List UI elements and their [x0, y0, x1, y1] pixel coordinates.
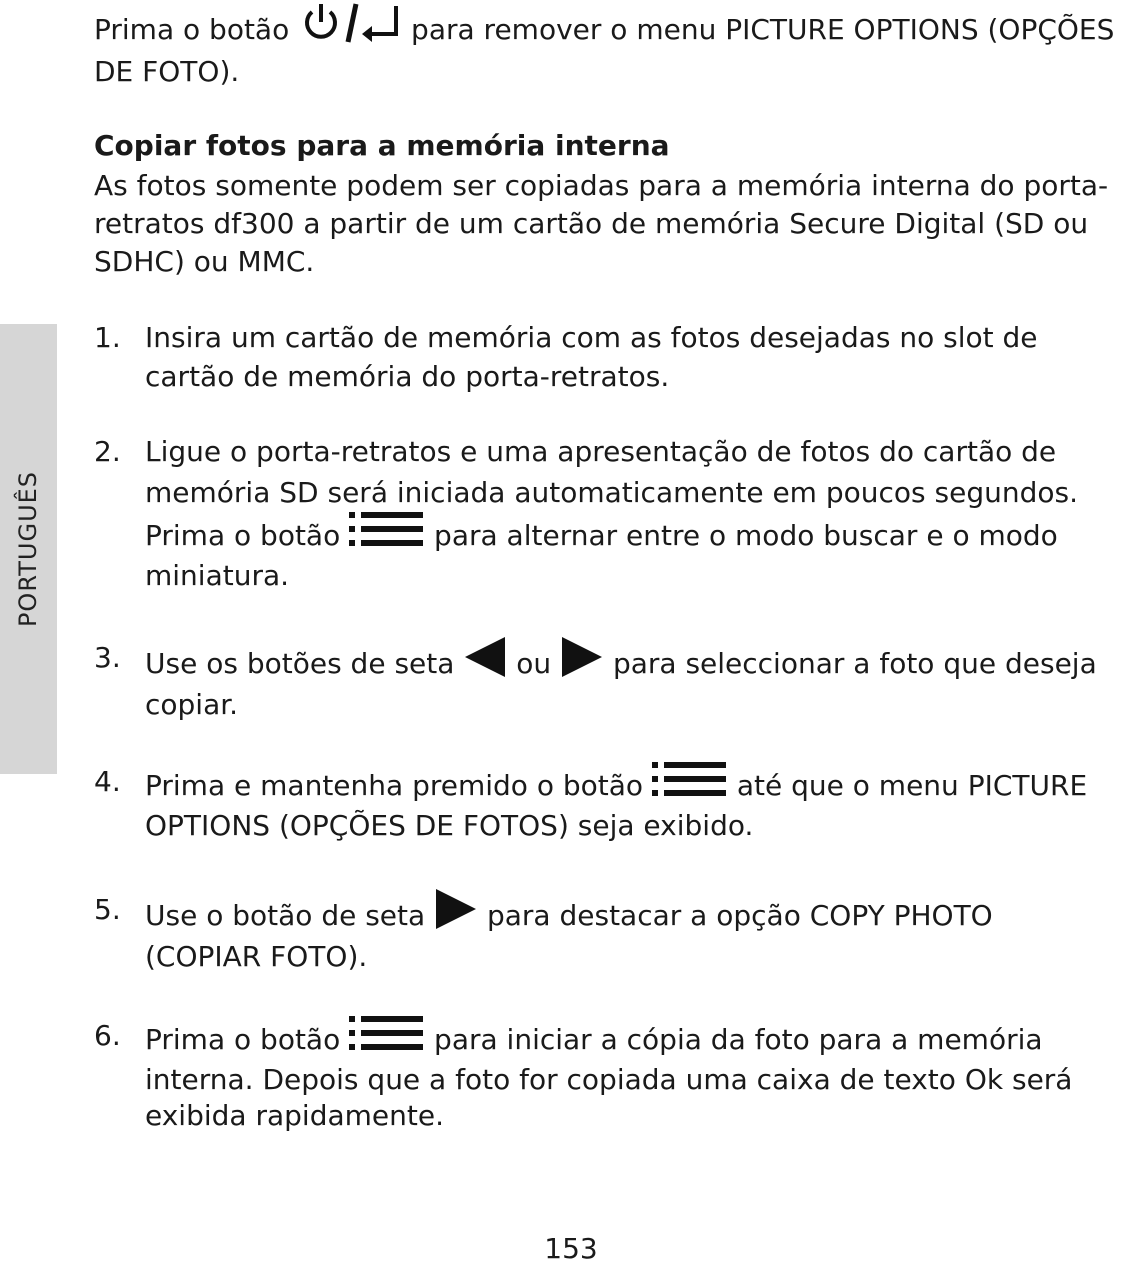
- step-number: 4.: [94, 765, 121, 798]
- left-arrow-icon: [463, 635, 507, 689]
- menu-list-icon: [349, 1013, 425, 1063]
- intro-line-1: Prima o botão para remover o menu PICTURE OPTIONS (OPÇÕES: [94, 3, 1114, 59]
- section-heading: Copiar fotos para a memória interna: [94, 129, 670, 162]
- step-number: 5.: [94, 893, 121, 926]
- step-number: 1.: [94, 321, 121, 354]
- power-enter-icon: [298, 0, 402, 56]
- language-label: PORTUGUÊS: [14, 470, 42, 628]
- step-number: 3.: [94, 641, 121, 674]
- page-number: 153: [544, 1232, 598, 1265]
- section-para-1: As fotos somente podem ser copiadas para a memória interna do porta-: [94, 169, 1109, 202]
- list-item: 6. Prima o botão para iniciar a cópia da foto para a memória interna. Depois que a foto for copiada uma caixa de texto Ok será exibida rapidamente.: [94, 1016, 1142, 1136]
- list-item: 1. Insira um cartão de memória com as fotos desejadas no slot de cartão de memória do porta-retratos.: [94, 318, 1142, 398]
- intro-line-2: DE FOTO).: [94, 55, 240, 88]
- list-item: 4. Prima e mantenha premido o botão até que o menu PICTURE OPTIONS (OPÇÕES DE FOTOS) seja exibido.: [94, 762, 1142, 848]
- menu-list-icon: [652, 759, 728, 809]
- right-arrow-icon: [434, 887, 478, 941]
- list-item: 2. Ligue o porta-retratos e uma apresentação de fotos do cartão de memória SD será iniciada automaticamente em poucos segundos. Prima o botão para alternar entre o modo buscar e o modo miniatura.: [94, 432, 1142, 592]
- list-item: 3. Use os botões de seta ou para seleccionar a foto que deseja copiar.: [94, 638, 1142, 728]
- step-number: 6.: [94, 1019, 121, 1052]
- list-item: 5. Use o botão de seta para destacar a opção COPY PHOTO (COPIAR FOTO).: [94, 890, 1142, 980]
- right-arrow-icon: [560, 635, 604, 689]
- step-number: 2.: [94, 435, 121, 468]
- section-para-3: SDHC) ou MMC.: [94, 245, 315, 278]
- menu-list-icon: [349, 509, 425, 559]
- section-para-2: retratos df300 a partir de um cartão de memória Secure Digital (SD ou: [94, 207, 1089, 240]
